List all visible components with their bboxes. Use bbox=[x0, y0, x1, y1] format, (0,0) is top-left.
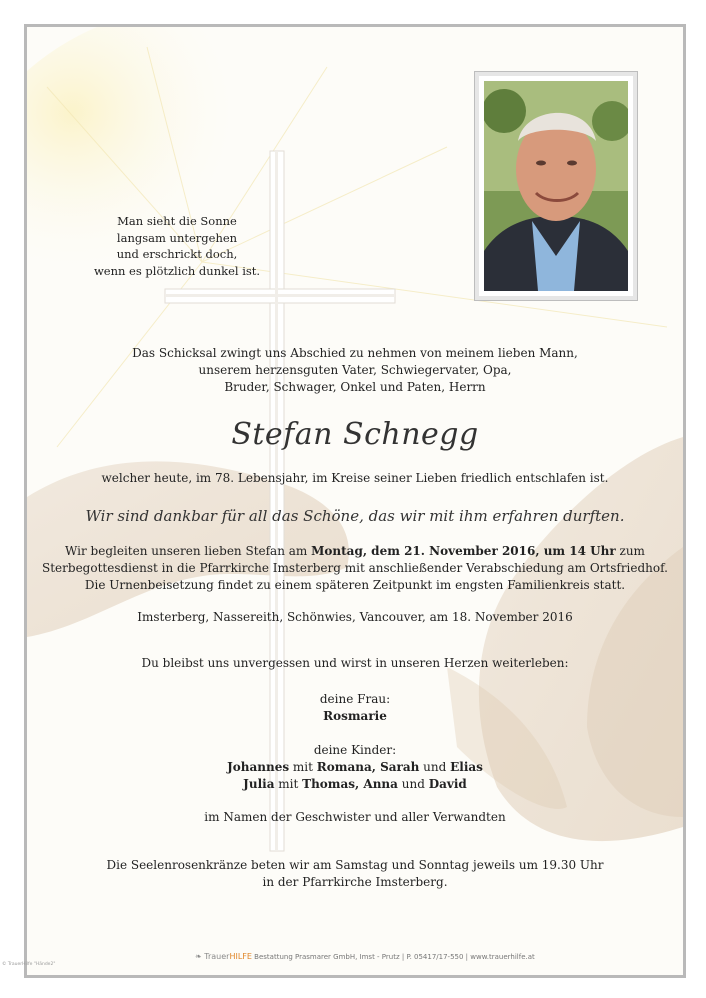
brand-part: Trauer bbox=[204, 952, 230, 961]
quote: Wir sind dankbar für all das Schöne, das wir mit ihm erfahren durften. bbox=[85, 507, 625, 525]
family-names: Thomas, Anna bbox=[302, 777, 398, 791]
verse-line: Man sieht die Sonne bbox=[117, 214, 237, 228]
rosary-line: in der Pfarrkirche Imsterberg. bbox=[262, 875, 448, 889]
portrait-photo bbox=[484, 81, 628, 291]
child-name: Johannes bbox=[227, 760, 290, 774]
intro-line: Das Schicksal zwingt uns Abschied zu nehmen von meinem lieben Mann, bbox=[132, 346, 578, 360]
funeral-text: zum bbox=[615, 544, 645, 558]
verse-line: wenn es plötzlich dunkel ist. bbox=[93, 263, 261, 278]
verse-line: langsam untergehen bbox=[116, 230, 238, 245]
portrait-frame bbox=[474, 71, 638, 301]
funeral-line-1 bbox=[27, 543, 683, 560]
footer-text: Bestattung Prasmarer GmbH, Imst - Prutz | P. 05417/17-550 | www.trauerhilfe.at bbox=[254, 953, 535, 961]
intro-text bbox=[27, 345, 683, 396]
intro-line: unserem herzensguten Vater, Schwiegervater, Opa, bbox=[198, 363, 512, 377]
deceased-name: Stefan Schnegg bbox=[231, 417, 479, 452]
family-names: David bbox=[428, 777, 467, 791]
verse-line: und erschrickt doch, bbox=[116, 247, 238, 261]
family-names: Romana, Sarah bbox=[316, 760, 420, 774]
funeral-date: Montag, dem 21. November 2016, um 14 Uhr bbox=[311, 544, 616, 558]
wife-label: deine Frau: bbox=[319, 692, 391, 706]
siblings-line: im Namen der Geschwister und aller Verwandten bbox=[204, 810, 506, 824]
rosary-line: Die Seelenrosenkränze beten wir am Samstag und Sonntag jeweils um 19.30 Uhr bbox=[106, 858, 604, 872]
connector: und bbox=[397, 777, 429, 791]
place-date: Imsterberg, Nassereith, Schönwies, Vancouver, am 18. November 2016 bbox=[137, 610, 573, 624]
funeral-info bbox=[27, 543, 683, 594]
children-row bbox=[27, 776, 683, 793]
funeral-text: Wir begleiten unseren lieben Stefan am bbox=[65, 544, 312, 558]
intro-line: Bruder, Schwager, Onkel und Paten, Herrn bbox=[224, 380, 486, 394]
connector: mit bbox=[274, 777, 303, 791]
brand-logo: ❧ TrauerHILFE bbox=[195, 952, 252, 961]
death-line: welcher heute, im 78. Lebensjahr, im Kreise seiner Lieben friedlich entschlafen ist. bbox=[101, 471, 609, 485]
funeral-line-2: Sterbegottesdienst in die Pfarrkirche Imsterberg mit anschließender Verabschiedung am Ortsfriedhof. bbox=[42, 561, 668, 575]
brand-part: HILFE bbox=[229, 952, 252, 961]
connector: mit bbox=[289, 760, 317, 774]
connector: und bbox=[419, 760, 451, 774]
family-names: Elias bbox=[450, 760, 483, 774]
children-row bbox=[27, 759, 683, 776]
wife-block bbox=[27, 691, 683, 725]
footer bbox=[195, 952, 535, 961]
side-credit: © TrauerHilfe "Hände2" bbox=[2, 962, 56, 967]
children-block bbox=[27, 742, 683, 793]
children-label: deine Kinder: bbox=[313, 743, 397, 757]
rosary-info bbox=[27, 857, 683, 891]
child-name: Julia bbox=[243, 777, 275, 791]
obituary-card bbox=[24, 24, 686, 978]
wife-name: Rosmarie bbox=[323, 709, 387, 723]
funeral-line-3: Die Urnenbeisetzung findet zu einem späteren Zeitpunkt im engsten Familienkreis statt. bbox=[84, 578, 626, 592]
verse bbox=[87, 213, 267, 279]
remembrance: Du bleibst uns unvergessen und wirst in unseren Herzen weiterleben: bbox=[141, 656, 569, 670]
